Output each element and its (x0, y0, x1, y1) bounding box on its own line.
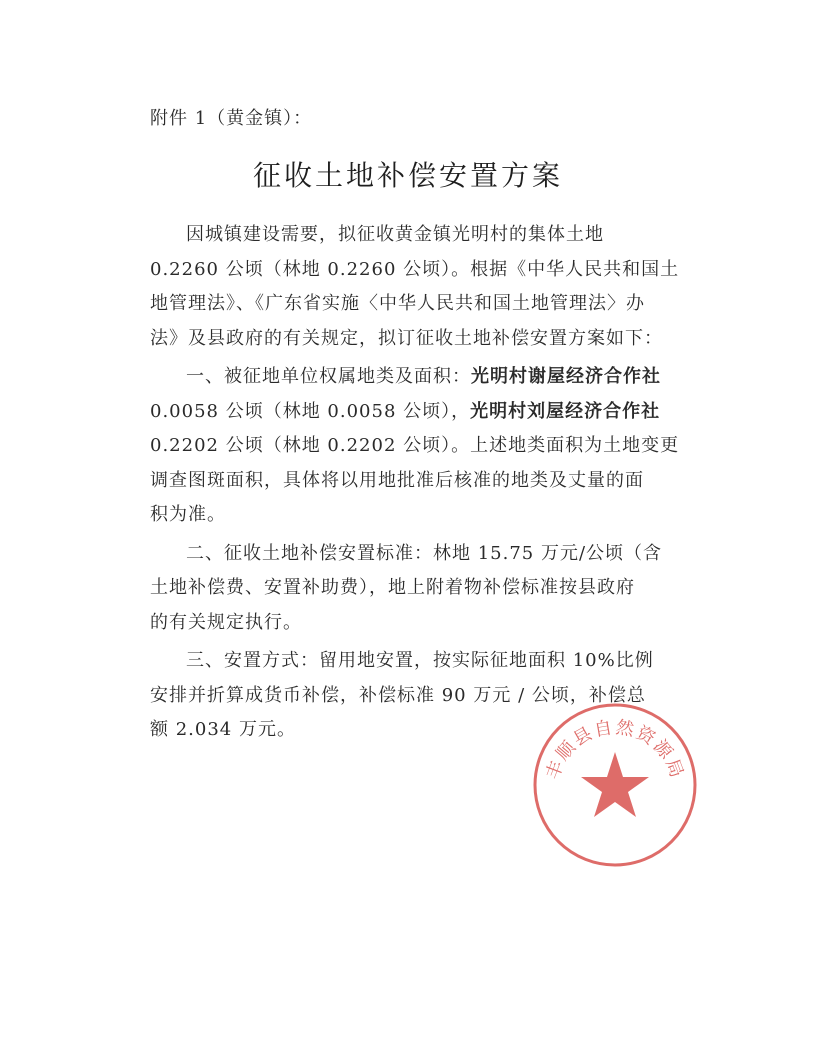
section-1-unit-1: 光明村谢屋经济合作社 (471, 366, 661, 387)
intro-line-2: 0.2260 公顷（林地 0.2260 公顷）。根据《中华人民共和国土 (150, 258, 680, 280)
seal-star-icon (581, 752, 649, 817)
section-1-line-4: 调查图斑面积，具体将以用地批准后核准的地类及丈量的面 (150, 469, 644, 491)
section-2-line-2: 土地补偿费、安置补助费），地上附着物补偿标准按县政府 (150, 577, 635, 598)
document-body (150, 218, 680, 752)
intro-paragraph (150, 218, 680, 356)
section-1-line-3: 0.2202 公顷（林地 0.2202 公顷）。上述地类面积为土地变更 (150, 435, 680, 456)
intro-line-3: 地管理法》、《广东省实施〈中华人民共和国土地管理法〉办 (150, 293, 645, 314)
section-1-line-5: 积为准。 (150, 504, 226, 525)
intro-line-1: 因城镇建设需要，拟征收黄金镇光明村的集体土地 (186, 224, 604, 245)
intro-line-4: 法》及县政府的有关规定，拟订征收土地补偿安置方案如下： (150, 327, 663, 349)
section-3-line-3: 额 2.034 万元。 (150, 719, 296, 740)
section-3-line-1: 三、安置方式：留用地安置，按实际征地面积 10%比例 (186, 650, 654, 671)
section-2-line-3: 的有关规定执行。 (150, 611, 302, 633)
section-1-paragraph (150, 360, 680, 533)
section-3-line-2: 安排并折算成货币补偿，补偿标准 90 万元 / 公顷，补偿总 (150, 684, 646, 706)
section-1-line-1 (150, 360, 680, 395)
attachment-label: 附件 1（黄金镇）： (150, 108, 313, 129)
section-1-prefix: 一、被征地单位权属地类及面积： (186, 366, 471, 387)
section-1-line-2 (150, 395, 680, 430)
official-seal-graphic (530, 700, 700, 870)
section-2-paragraph (150, 537, 680, 641)
section-2-line-1: 二、征收土地补偿安置标准：林地 15.75 万元/公顷（含 (186, 542, 663, 564)
section-1-unit-2: 光明村刘屋经济合作社 (470, 400, 661, 422)
seal-text: 丰顺县自然资源局 (542, 716, 688, 783)
official-seal (530, 700, 700, 870)
section-1-line-2-text: 0.0058 公顷（林地 0.0058 公顷）， (150, 400, 471, 422)
document-title: 征收土地补偿安置方案 (252, 159, 563, 192)
